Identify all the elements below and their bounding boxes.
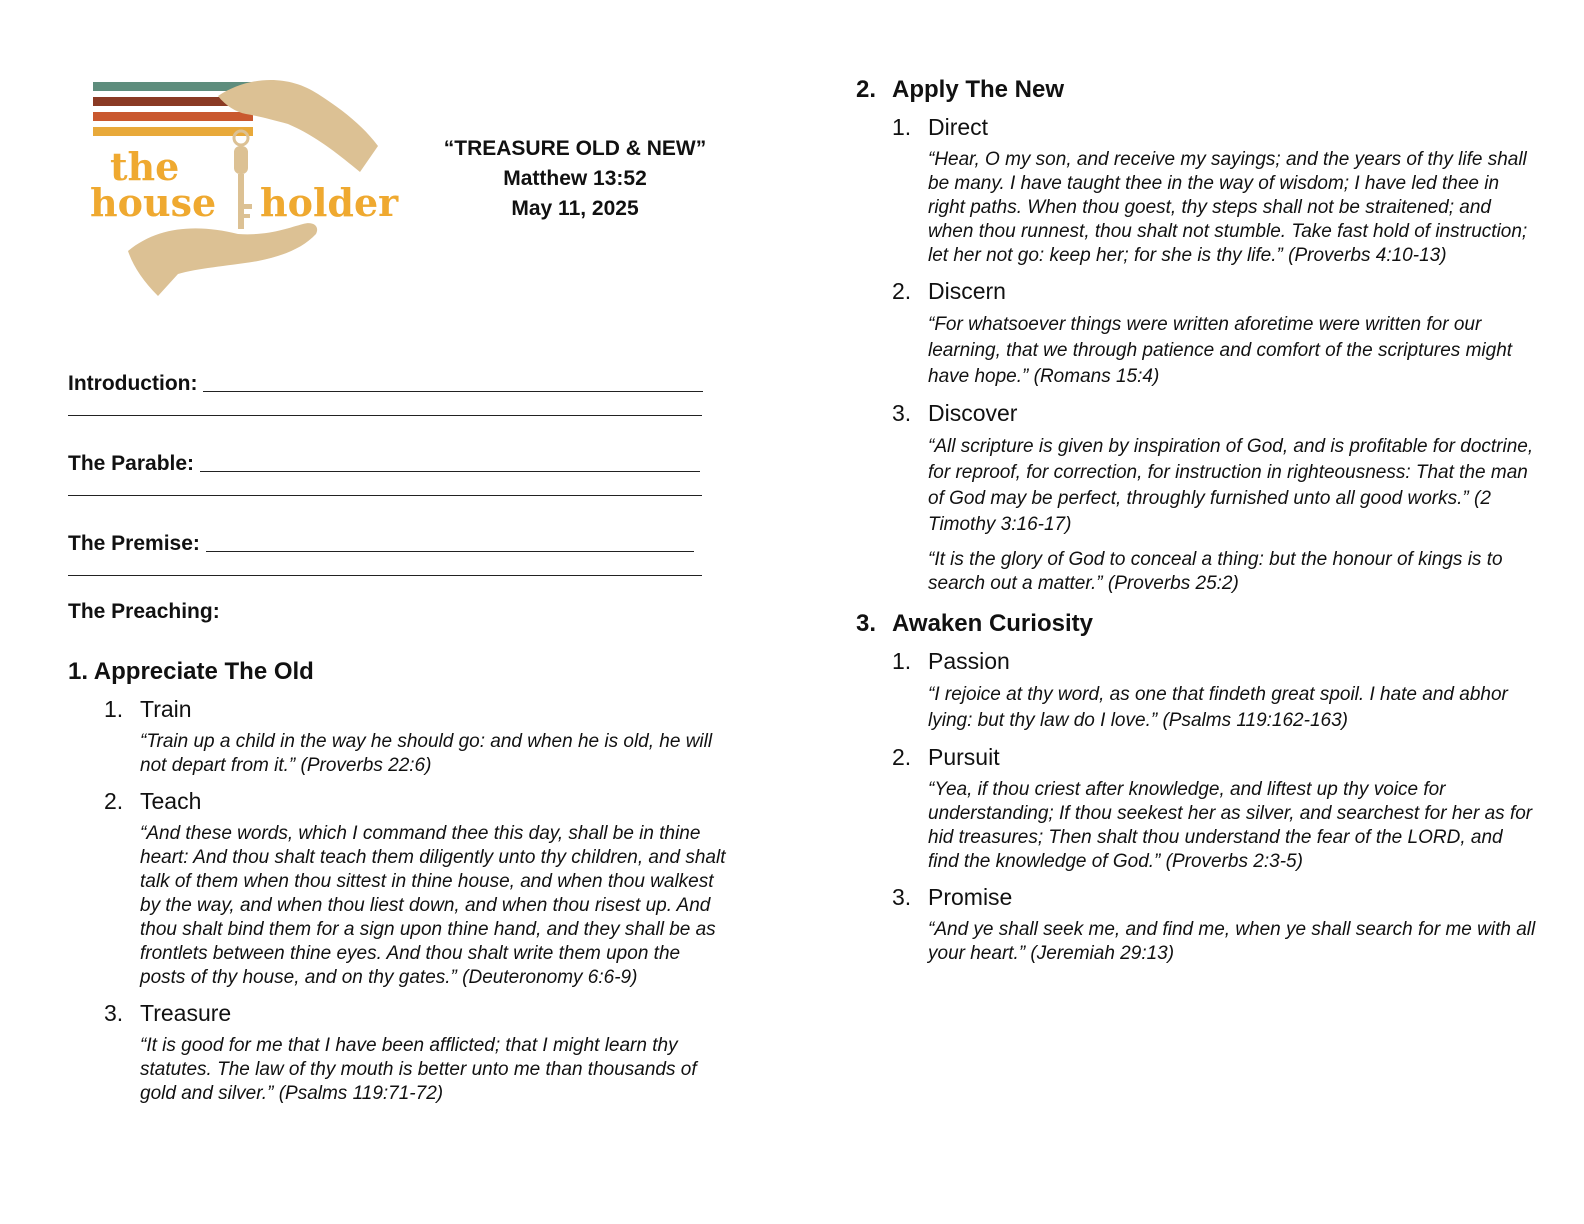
householder-logo	[88, 76, 418, 301]
point-title: Promise	[928, 884, 1013, 910]
quote-train: “Train up a child in the way he should go: and when he is old, he will not depart from it.” (Proverbs 22:6)	[140, 731, 713, 776]
point-title: Discover	[928, 400, 1018, 426]
point-passion	[892, 646, 1536, 676]
quote-discover-2: “It is the glory of God to conceal a thing: but the honour of kings is to search out a matter.” (Proverbs 25:2)	[928, 549, 1503, 594]
point-promise	[892, 882, 1536, 912]
point-teach	[104, 786, 728, 816]
point-title: Train	[140, 696, 192, 722]
point-number: 2.	[892, 744, 912, 770]
point-title: Passion	[928, 648, 1010, 674]
premise-label: The Premise:	[68, 532, 200, 555]
point-train	[104, 694, 728, 724]
right-column	[856, 74, 1536, 966]
quote-discover: “All scripture is given by inspiration of God, and is profitable for doctrine, for reproof, for correction, for instruction in righteousness: That the man of God may be perfect, throughly furnished unto all good works.” (2 Timothy 3:16-17)	[928, 436, 1534, 535]
quote-teach: “And these words, which I command thee this day, shall be in thine heart: And thou shalt teach them diligently unto thy children, and shalt talk of them when thou sittest in thine house, and when thou walkest by the way, and when thou liest down, and when thou risest up. And thou shalt bind them for a sign upon thine hand, and they shall be as frontlets between thine eyes. And thou shalt write them upon the posts of thy house, and on thy gates.” (Deuteronomy 6:6-9)	[140, 823, 726, 988]
preaching-label: The Preaching:	[68, 600, 220, 623]
parable-label: The Parable:	[68, 452, 195, 475]
point-treasure	[104, 998, 728, 1028]
point-title: Discern	[928, 278, 1006, 304]
sermon-title: “TREASURE OLD & NEW”	[443, 137, 707, 160]
parable-line-2	[68, 494, 702, 496]
point-number: 3.	[892, 400, 912, 426]
point-title: Pursuit	[928, 744, 1000, 770]
point-number: 1.	[892, 114, 912, 140]
point-pursuit	[892, 742, 1536, 772]
logo-word-the: the	[110, 144, 180, 189]
scripture-reference: Matthew 13:52	[503, 167, 647, 190]
section-title: Awaken Curiosity	[892, 610, 1093, 637]
section-number: 2.	[856, 76, 877, 103]
section-title: Apply The New	[892, 76, 1065, 103]
premise-line-2	[68, 574, 702, 576]
left-column	[68, 366, 728, 1106]
introduction-line	[203, 390, 703, 392]
section-2-heading	[856, 74, 1536, 106]
parable-line	[200, 470, 700, 472]
point-title: Teach	[140, 788, 202, 814]
quote-promise: “And ye shall seek me, and find me, when ye shall search for me with all your heart.” (Jeremiah 29:13)	[928, 919, 1536, 964]
logo-word-holder: holder	[260, 180, 399, 225]
quote-pursuit: “Yea, if thou criest after knowledge, and liftest up thy voice for understanding; If thou seekest her as silver, and searchest for her as for hid treasures; Then shalt thou understand the fear of the LORD, and find the knowledge of God.” (Proverbs 2:3-5)	[928, 779, 1533, 872]
introduction-row	[68, 366, 728, 396]
section-1-heading: 1. Appreciate The Old	[68, 658, 314, 685]
introduction-line-2	[68, 414, 702, 416]
sermon-date: May 11, 2025	[511, 197, 639, 220]
point-number: 1.	[104, 696, 124, 722]
section-number: 3.	[856, 610, 877, 637]
quote-direct: “Hear, O my son, and receive my sayings; and the years of thy life shall be many. I have taught thee in the way of wisdom; I have led thee in right paths. When thou goest, thy steps shall not be straitened; and when thou runnest, thou shalt not stumble. Take fast hold of instruction; let her not go: keep her; for she is thy life.” (Proverbs 4:10-13)	[928, 149, 1528, 266]
point-discern	[892, 276, 1536, 306]
point-number: 1.	[892, 648, 912, 674]
section-3-heading	[856, 608, 1536, 640]
introduction-label: Introduction:	[68, 372, 198, 395]
point-title: Treasure	[140, 1000, 232, 1026]
point-number: 3.	[892, 884, 912, 910]
point-number: 3.	[104, 1000, 124, 1026]
premise-row	[68, 526, 728, 556]
point-discover	[892, 398, 1536, 428]
point-title: Direct	[928, 114, 989, 140]
logo-word-house: house	[90, 180, 217, 225]
quote-discern: “For whatsoever things were written aforetime were written for our learning, that we through patience and comfort of the scriptures might have hope.” (Romans 15:4)	[928, 314, 1513, 387]
premise-line	[206, 550, 694, 552]
sermon-title-block	[425, 134, 725, 224]
parable-row	[68, 446, 728, 476]
point-number: 2.	[104, 788, 124, 814]
point-number: 2.	[892, 278, 912, 304]
quote-passion: “I rejoice at thy word, as one that findeth great spoil. I hate and abhor lying: but thy law do I love.” (Psalms 119:162-163)	[928, 684, 1508, 731]
point-direct	[892, 112, 1536, 142]
quote-treasure: “It is good for me that I have been afflicted; that I might learn thy statutes. The law of thy mouth is better unto me than thousands of gold and silver.” (Psalms 119:71-72)	[140, 1035, 697, 1104]
